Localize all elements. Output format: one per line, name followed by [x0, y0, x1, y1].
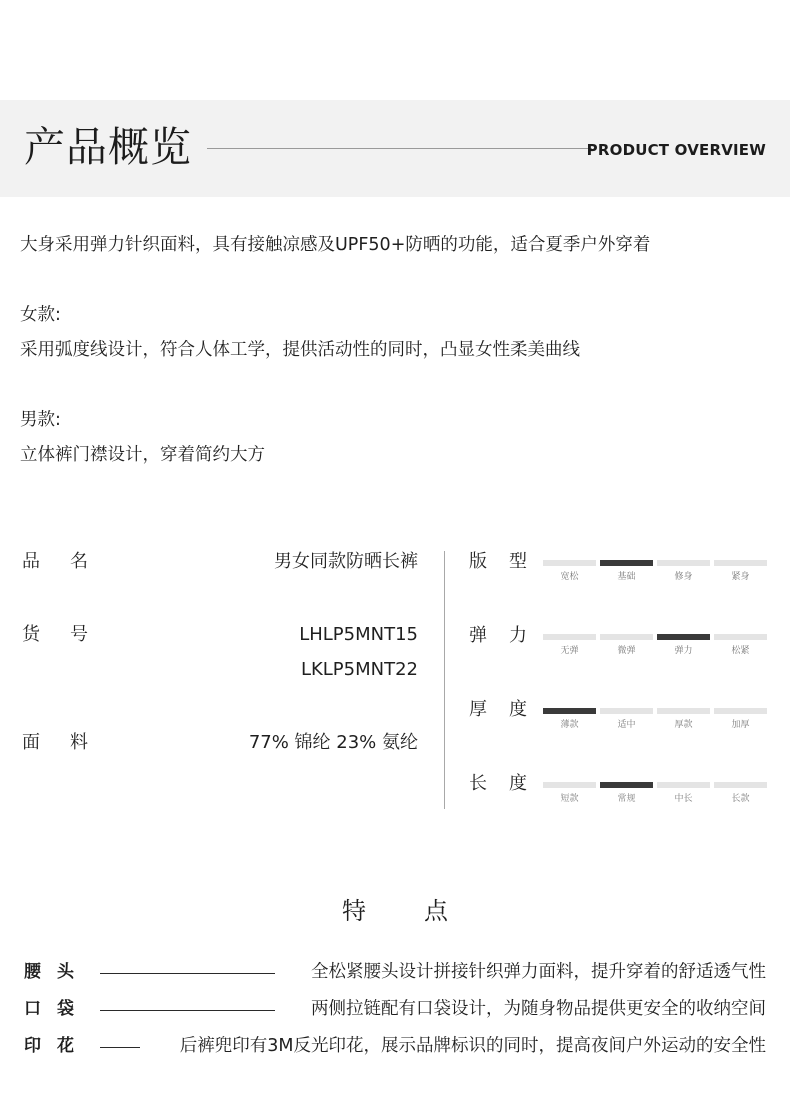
scale-bar — [543, 708, 768, 732]
spec-label-name: 品名 — [22, 551, 88, 572]
page-subtitle-en: PRODUCT OVERVIEW — [586, 141, 766, 159]
scale-label: 弹力 — [469, 625, 527, 646]
scale-segment — [714, 708, 767, 714]
scale-segment — [657, 708, 710, 714]
features-title — [0, 896, 790, 926]
scale-segment — [600, 708, 653, 714]
scale-option-label: 厚款 — [674, 720, 693, 730]
men-label: 男款: — [20, 410, 61, 430]
scale-option-label: 薄款 — [560, 720, 579, 730]
intro-description: 大身采用弹力针织面料，具有接触凉感及UPF50+防晒的功能，适合夏季户外穿着 — [20, 235, 651, 255]
feature-label-pocket: 口袋 — [24, 999, 74, 1019]
scale-option-label: 修身 — [674, 572, 693, 582]
scale-segment — [657, 560, 710, 566]
scale-label: 厚度 — [469, 699, 527, 720]
spec-value-name: 男女同款防晒长裤 — [274, 551, 418, 572]
feature-leader-line — [100, 1010, 275, 1011]
spec-value-fabric: 77% 锦纶 23% 氨纶 — [248, 732, 418, 753]
scale-option-label: 微弹 — [617, 646, 636, 656]
feature-text-waistband: 全松紧腰头设计拼接针织弹力面料，提升穿着的舒适透气性 — [311, 962, 766, 982]
scale-option-label: 宽松 — [560, 572, 579, 582]
scale-option-label: 紧身 — [731, 572, 750, 582]
scale-bar — [543, 634, 768, 658]
scale-segment — [543, 560, 596, 566]
spec-label-sku: 货号 — [22, 624, 88, 645]
feature-label-waistband: 腰头 — [24, 962, 74, 982]
features-title-char-2: 点 — [424, 897, 448, 925]
scale-segment — [600, 634, 653, 640]
scale-segment — [714, 782, 767, 788]
scale-segment — [543, 782, 596, 788]
spec-value-sku-2: LKLP5MNT22 — [300, 659, 418, 680]
scale-bar — [543, 560, 768, 584]
scale-segment — [714, 560, 767, 566]
scale-option-label: 短款 — [560, 794, 579, 804]
women-label: 女款: — [20, 305, 61, 325]
scale-segment-selected — [600, 782, 653, 788]
scale-option-label: 长款 — [731, 794, 750, 804]
feature-text-print: 后裤兜印有3M反光印花，展示品牌标识的同时，提高夜间户外运动的安全性 — [179, 1036, 766, 1056]
spec-vertical-divider — [444, 551, 445, 809]
scale-option-label: 常规 — [617, 794, 636, 804]
men-description: 立体裤门襟设计，穿着简约大方 — [20, 445, 265, 465]
spec-value-sku-1: LHLP5MNT15 — [299, 624, 418, 645]
scale-segment-selected — [600, 560, 653, 566]
scale-option-label: 基础 — [617, 572, 636, 582]
feature-leader-line — [100, 1047, 140, 1048]
scale-option-label: 松紧 — [731, 646, 750, 656]
scale-option-label: 无弹 — [560, 646, 579, 656]
scale-option-label: 加厚 — [731, 720, 750, 730]
scale-label: 长度 — [469, 773, 527, 794]
scale-bar — [543, 782, 768, 806]
women-description: 采用弧度线设计，符合人体工学，提供活动性的同时，凸显女性柔美曲线 — [20, 340, 580, 360]
feature-leader-line — [100, 973, 275, 974]
scale-option-label: 中长 — [674, 794, 693, 804]
scale-label: 版型 — [469, 551, 527, 572]
feature-text-pocket: 两侧拉链配有口袋设计，为随身物品提供更安全的收纳空间 — [311, 999, 766, 1019]
scale-segment — [714, 634, 767, 640]
page-title: 产品概览 — [24, 123, 192, 171]
scale-option-label: 适中 — [617, 720, 636, 730]
scale-segment — [657, 782, 710, 788]
feature-label-print: 印花 — [24, 1036, 74, 1056]
scale-segment — [543, 634, 596, 640]
scale-option-label: 弹力 — [674, 646, 693, 656]
spec-label-fabric: 面料 — [22, 732, 88, 753]
features-title-char-1: 特 — [342, 897, 366, 925]
scale-segment-selected — [543, 708, 596, 714]
header-divider-line — [207, 148, 592, 149]
scale-segment-selected — [657, 634, 710, 640]
